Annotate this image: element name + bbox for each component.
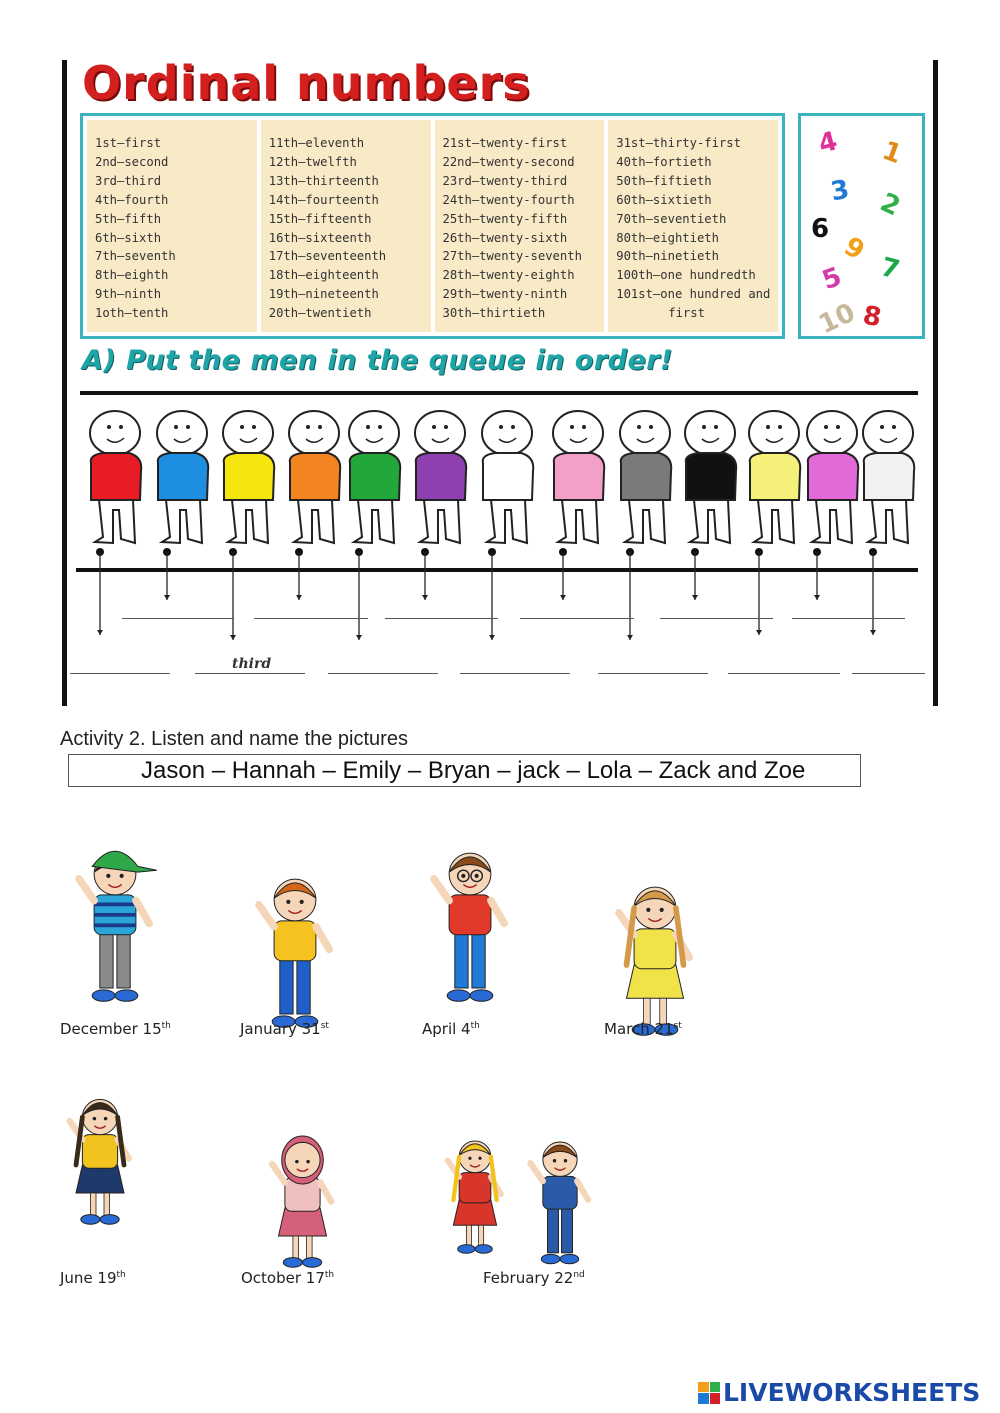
- ordinal-entry: 31st—thirty-first: [616, 136, 741, 150]
- answer-blank[interactable]: [122, 618, 234, 619]
- ordinal-entry: 26th—twenty-sixth: [442, 230, 568, 245]
- answer-blank[interactable]: [598, 673, 708, 674]
- birthday-caption: [241, 1269, 334, 1287]
- answer-filled-third: third: [232, 656, 272, 672]
- liveworksheets-logo-icon: [698, 1382, 720, 1404]
- decor-number: 3: [828, 174, 852, 208]
- kid-picture: [255, 1128, 350, 1318]
- ordinal-entry: 28th—twenty-eighth: [442, 268, 575, 283]
- answer-blank[interactable]: [792, 618, 905, 619]
- ordinal-entry: 7th—seventh: [95, 249, 176, 264]
- footer-brand-text: LIVEWORKSHEETS: [723, 1378, 981, 1407]
- page-title: Ordinal numbers: [82, 56, 531, 110]
- ordinal-entry: 50th—fiftieth: [616, 173, 712, 188]
- ordinal-column: [608, 120, 778, 332]
- caption-date: February 22: [483, 1269, 574, 1287]
- caption-suffix: th: [470, 1021, 480, 1031]
- kid-picture: [60, 836, 170, 1026]
- ordinal-table: [80, 113, 785, 339]
- queue-top-line: [80, 391, 918, 395]
- ordinal-entry: first: [668, 306, 705, 321]
- ordinal-entry: 11th—eleventh: [268, 136, 365, 150]
- answer-blank[interactable]: [728, 673, 840, 674]
- birthday-caption: [240, 1020, 329, 1038]
- ordinal-entry: 29th—twenty-ninth: [442, 287, 568, 302]
- caption-date: December 15: [60, 1020, 162, 1038]
- caption-date: March 21: [604, 1020, 674, 1038]
- answer-blank[interactable]: [520, 618, 634, 619]
- kid-picture: [420, 836, 520, 1026]
- ordinal-entry: 22nd—twenty-second: [442, 154, 575, 169]
- ordinal-entry: 24th—twenty-fourth: [442, 192, 575, 207]
- ordinal-entry: 13th—thirteenth: [268, 173, 379, 188]
- caption-suffix: st: [673, 1021, 682, 1031]
- answer-blank[interactable]: [852, 673, 925, 674]
- ordinal-entry: 40th—fortieth: [616, 154, 712, 169]
- ordinal-entry: 101st—one hundred and: [616, 287, 771, 302]
- ordinal-entry: 19th—nineteenth: [268, 287, 379, 302]
- ordinal-entry: 27th—twenty-seventh: [442, 249, 582, 264]
- caption-date: October 17: [241, 1269, 325, 1287]
- activity2-label: Activity 2. Listen and name the pictures: [60, 728, 408, 750]
- queue-man: [807, 411, 858, 600]
- queue-man: [223, 411, 274, 640]
- answer-blank[interactable]: [660, 618, 773, 619]
- ordinal-entry: 9th—ninth: [95, 287, 162, 302]
- ordinal-entry: 25th—twenty-fifth: [442, 211, 568, 226]
- caption-suffix: th: [324, 1270, 335, 1280]
- ordinal-entry: 30th—thirtieth: [442, 306, 546, 321]
- queue-man: [90, 411, 141, 635]
- ordinal-entry: 90th—ninetieth: [616, 249, 719, 264]
- names-word-bank: Jason – Hannah – Emily – Bryan – jack – Lola – Zack and Zoe: [68, 754, 861, 787]
- logo-square: [710, 1382, 721, 1393]
- decor-number: 8: [860, 300, 884, 334]
- section-a-title: A) Put the men in the queue in order!: [82, 345, 673, 376]
- logo-square: [710, 1393, 721, 1404]
- caption-suffix: nd: [573, 1270, 585, 1280]
- logo-square: [698, 1393, 709, 1404]
- decor-number: 7: [877, 252, 903, 286]
- ordinal-entry: 8th—eighth: [95, 268, 169, 283]
- queue-man: [863, 411, 914, 635]
- caption-suffix: st: [320, 1021, 329, 1031]
- ordinal-entry: 80th—eightieth: [616, 230, 719, 245]
- queue-man: [289, 411, 340, 600]
- queue-man: [157, 411, 208, 600]
- ordinal-column: [87, 120, 257, 332]
- queue-man: [482, 411, 533, 640]
- decor-number: 1: [878, 135, 906, 171]
- birthday-caption: [604, 1020, 682, 1038]
- ordinal-entry: 5th—fifth: [95, 211, 162, 226]
- ordinal-entry: 23rd—twenty-third: [442, 173, 568, 188]
- kid-illustration: [420, 836, 520, 1021]
- caption-date: January 31: [240, 1020, 321, 1038]
- caption-suffix: th: [161, 1021, 171, 1031]
- decor-number: 9: [838, 231, 870, 267]
- birthday-caption: [422, 1020, 480, 1038]
- decor-number: 2: [875, 187, 905, 223]
- caption-date: June 19: [60, 1269, 117, 1287]
- ordinal-entry: 18th—eighteenth: [268, 268, 379, 283]
- ordinal-entry: 17th—seventeenth: [268, 249, 387, 264]
- ordinal-column: [435, 120, 605, 332]
- ordinal-entry: 2nd—second: [95, 154, 169, 169]
- ordinal-entry: 14th—fourteenth: [268, 192, 379, 207]
- ordinal-entry: 21st—twenty-first: [442, 136, 568, 150]
- answer-blank[interactable]: [70, 673, 170, 674]
- ordinal-entry: 12th—twelfth: [268, 154, 357, 169]
- kid-picture: [60, 1085, 140, 1275]
- answer-blank[interactable]: [460, 673, 570, 674]
- ordinal-entry: 100th—one hundredth: [616, 268, 756, 283]
- queue-man: [685, 411, 736, 600]
- decor-number: 4: [815, 126, 841, 160]
- ordinal-entry: 60th—sixtieth: [616, 192, 712, 207]
- answer-blank[interactable]: [254, 618, 368, 619]
- answer-blank[interactable]: [385, 618, 498, 619]
- kid-illustration: [60, 1085, 140, 1270]
- caption-suffix: th: [116, 1270, 126, 1280]
- queue-man: [553, 411, 604, 600]
- ordinal-entry: 70th—seventieth: [616, 211, 727, 226]
- ordinal-entry: 20th—twentieth: [268, 306, 372, 321]
- kid-picture: [430, 1128, 610, 1318]
- decor-numbers-box: [798, 113, 925, 339]
- decor-number: 5: [818, 261, 846, 297]
- logo-square: [698, 1382, 709, 1393]
- queue-man: [349, 411, 400, 640]
- decor-number: 6: [811, 214, 830, 244]
- ordinal-entry: 1oth—tenth: [95, 306, 169, 321]
- ordinal-entry: 4th—fourth: [95, 192, 169, 207]
- birthday-caption: [60, 1020, 171, 1038]
- decor-number: 10: [814, 297, 860, 341]
- frame-right-border: [933, 60, 938, 706]
- ordinal-entry: 1st—first: [95, 136, 162, 150]
- queue-man: [415, 411, 466, 600]
- kid-illustration: [60, 836, 170, 1021]
- footer-brand: [698, 1378, 980, 1407]
- ordinal-entry: 6th—sixth: [95, 230, 162, 245]
- birthday-caption: [60, 1269, 126, 1287]
- answer-blank[interactable]: [195, 673, 305, 674]
- queue-man: [620, 411, 671, 640]
- caption-date: April 4: [422, 1020, 471, 1038]
- answer-blank[interactable]: [328, 673, 438, 674]
- ordinal-entry: 15th—fifteenth: [268, 211, 372, 226]
- frame-left-border: [62, 60, 67, 706]
- birthday-caption: [483, 1269, 585, 1287]
- ordinal-entry: 16th—sixteenth: [268, 230, 372, 245]
- ordinal-column: [261, 120, 431, 332]
- ordinal-entry: 3rd—third: [95, 173, 162, 188]
- queue-man: [749, 411, 800, 635]
